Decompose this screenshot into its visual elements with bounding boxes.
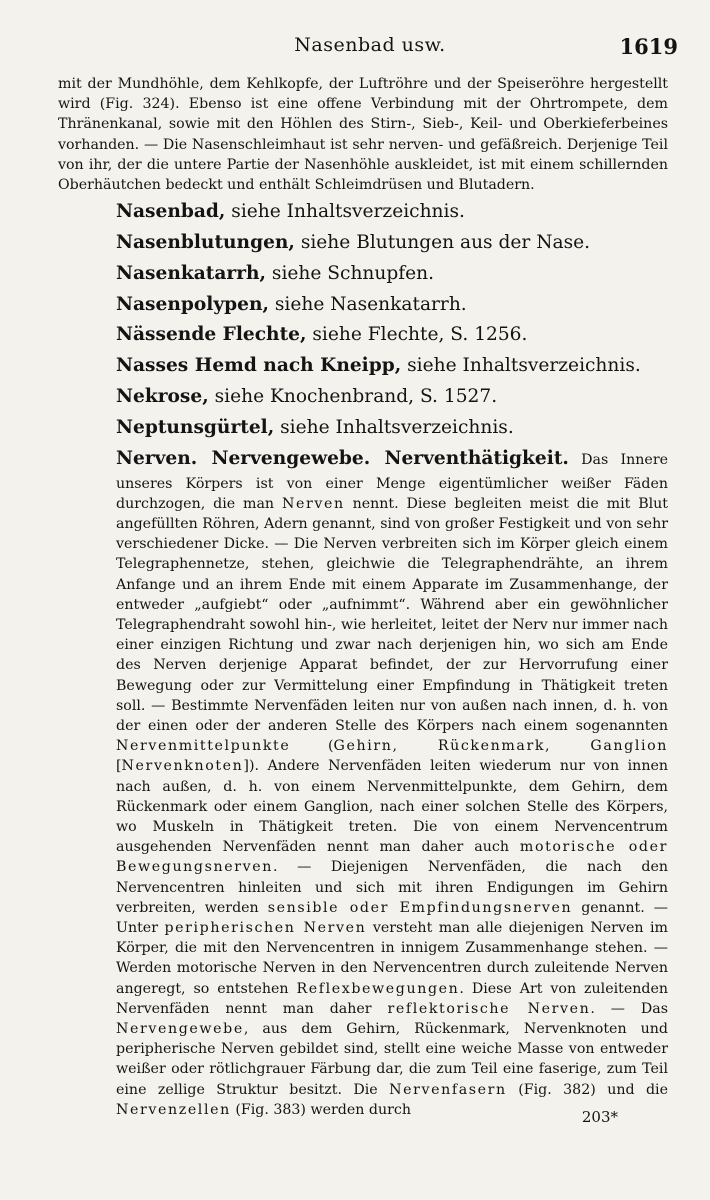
body-text-run: nennt. Diese begleiten meist die mit Blut angefüllten Röhren, Adern genannt, sind von großer Festigkeit und von sehr verschiedener Dicke. — Die Nerven verbreiten sich im Körper gleich einem Telegraphennetze, stehen, gleichwie die Telegraphendrähte, an ihrem Anfange und an ihrem Ende mit einem Apparate im Zusammenhange, der entweder „aufgiebt“ oder „aufnimmt“. Während aber ein gewöhnlicher Telegraphendraht sowohl hin-, wie herleitet, leitet der Nerv nur immer nach einer einzigen Richtung und zwar nach derjenigen hin, wo sich am Ende des Nerven derjenige Apparat befindet, der zur Hervorrufung einer Bewegung oder zur Vermittelung einer Empfindung in Thätigkeit treten soll. — Bestimmte Nervenfäden leiten nur von außen nach innen, d. h. von der einen oder der anderen Stelle des Körpers nach einem sogenannten bbox=[116, 495, 668, 735]
body-text-run: Das Innere unseres Körpers ist von einer Menge eigentümlicher weißer Fäden durchzogen, die man bbox=[116, 451, 668, 512]
entry-neptunsguertel bbox=[116, 413, 668, 444]
body-text-run: ( bbox=[290, 738, 334, 755]
emphasized-term: reflektorische Nerven bbox=[387, 1000, 591, 1017]
emphasized-term: motorische oder Bewegungsnerven bbox=[116, 839, 668, 876]
emphasized-term: Nerven bbox=[281, 495, 345, 512]
entry-reference: siehe Inhaltsverzeichnis. bbox=[401, 355, 641, 377]
entry-reference: siehe Knochenbrand, S. 1527. bbox=[208, 386, 498, 407]
running-head: Nasenbad usw. bbox=[294, 34, 446, 56]
entry-naessende-flechte bbox=[116, 320, 668, 351]
body-text-run: (Fig. 383) werden durch bbox=[230, 1101, 412, 1118]
body-text-run: . Diese Art von zuleitenden Nervenfäden nennt man daher bbox=[116, 980, 668, 1017]
entry-headword: Nässende Flechte, bbox=[116, 324, 307, 346]
entry-body bbox=[116, 452, 668, 1118]
body-text-run: . — Diejenigen Nervenfäden, die nach den Nervencentren hinleiten und sich mit ihren Endigungen im Gehirn verbreiten, werden bbox=[116, 859, 668, 916]
body-text-run: . — Das bbox=[590, 1000, 668, 1017]
body-text-run: (Fig. 382) und die bbox=[506, 1081, 668, 1098]
page-header bbox=[60, 34, 680, 68]
entry-reference: siehe Schnupfen. bbox=[266, 262, 435, 284]
emphasized-term: Gehirn, Rückenmark, Ganglion bbox=[333, 738, 668, 755]
entry-reference: siehe Inhaltsverzeichnis. bbox=[225, 201, 465, 223]
body-text-run: versteht man alle diejenigen Nerven im Körper, die mit den Nervencentren in innigem Zusammenhange stehen. — Werden motorische Nerven in den Nervencentren durch zuleitende Nerven angeregt, so entstehen bbox=[116, 920, 668, 997]
entry-nasses-hemd bbox=[116, 351, 668, 382]
body-text-run: [ bbox=[116, 758, 122, 775]
entry-nasenpolypen bbox=[116, 290, 668, 321]
entry-nasenblutungen bbox=[116, 228, 668, 259]
entry-nekrose bbox=[116, 382, 668, 413]
entry-list bbox=[58, 197, 668, 1120]
emphasized-term: Nervenmittelpunkte bbox=[116, 738, 291, 755]
entry-headword: Nasenpolypen, bbox=[116, 293, 269, 315]
signature-mark: 203* bbox=[581, 1108, 618, 1126]
emphasized-term: Reflexbewegungen bbox=[296, 980, 460, 997]
entry-headword: Nerven. Nervengewebe. Nerventhätigkeit. bbox=[116, 447, 569, 469]
entry-reference: siehe Inhaltsverzeichnis. bbox=[274, 416, 514, 438]
entry-nerven bbox=[58, 444, 668, 1121]
entry-reference: siehe Flechte, S. 1256. bbox=[306, 324, 528, 346]
entry-headword: Nasenbad, bbox=[116, 201, 226, 223]
entry-headword: Nasenblutungen, bbox=[116, 232, 295, 254]
emphasized-term: Nervenfasern bbox=[389, 1081, 507, 1098]
entry-reference: siehe Nasenkatarrh. bbox=[268, 293, 467, 315]
entry-nasenkatarrh bbox=[116, 259, 668, 290]
intro-paragraph: mit der Mundhöhle, dem Kehlkopfe, der Luftröhre und der Speiseröhre hergestellt wird (Fig. 324). Ebenso ist eine offene Verbindung mit der Ohrtrompete, dem Thränenkanal, sowie mit den Höhlen des Stirn-, Sieb-, Keil- und Oberkieferbeines vorhanden. — Die Nasenschleimhaut ist sehr nerven- und gefäßreich. Derjenige Teil von ihr, der die untere Partie der Nasenhöhle auskleidet, ist mit einem schillernden Oberhäutchen bedeckt und enthält Schleimdrüsen und Blutadern. bbox=[58, 76, 668, 194]
emphasized-term: peripherischen Nerven bbox=[164, 920, 367, 937]
page-number: 1619 bbox=[619, 34, 678, 59]
emphasized-term: sensible oder Empfindungsnerven bbox=[267, 899, 573, 916]
body-text-run: genannt. — Unter bbox=[116, 899, 668, 937]
body-text-run: , aus dem Gehirn, Rückenmark, Nervenknoten und peripherische Nerven gebildet sind, stellt eine weiche Masse von entweder weißer oder rötlichgrauer Färbung dar, die zum Teil eine faserige, zum Teil eine zellige Struktur besitzt. Die bbox=[116, 1021, 668, 1098]
body-text bbox=[58, 74, 668, 1120]
entry-headword: Nekrose, bbox=[116, 386, 209, 407]
emphasized-term: Nervengewebe bbox=[116, 1021, 244, 1038]
entry-reference: siehe Blutungen aus der Nase. bbox=[294, 232, 591, 254]
body-text-run: ]). Andere Nervenfäden leiten wiederum nur von innen nach außen, d. h. von einem Nervenmittelpunkte, dem Gehirn, dem Rückenmark oder einem Ganglion, nach einer solchen Stelle des Körpers, wo Muskeln in Thätigkeit treten. Die von einem Nervencentrum ausgehenden Nervenfäden nennt man daher auch bbox=[116, 758, 668, 856]
entry-nasenbad bbox=[116, 197, 668, 228]
entry-headword: Nasenkatarrh, bbox=[116, 262, 267, 284]
emphasized-term: Nervenzellen bbox=[116, 1101, 231, 1118]
entry-headword: Neptunsgürtel, bbox=[116, 416, 275, 438]
entry-headword: Nasses Hemd nach Kneipp, bbox=[116, 355, 402, 377]
emphasized-term: Nervenknoten bbox=[121, 758, 244, 775]
